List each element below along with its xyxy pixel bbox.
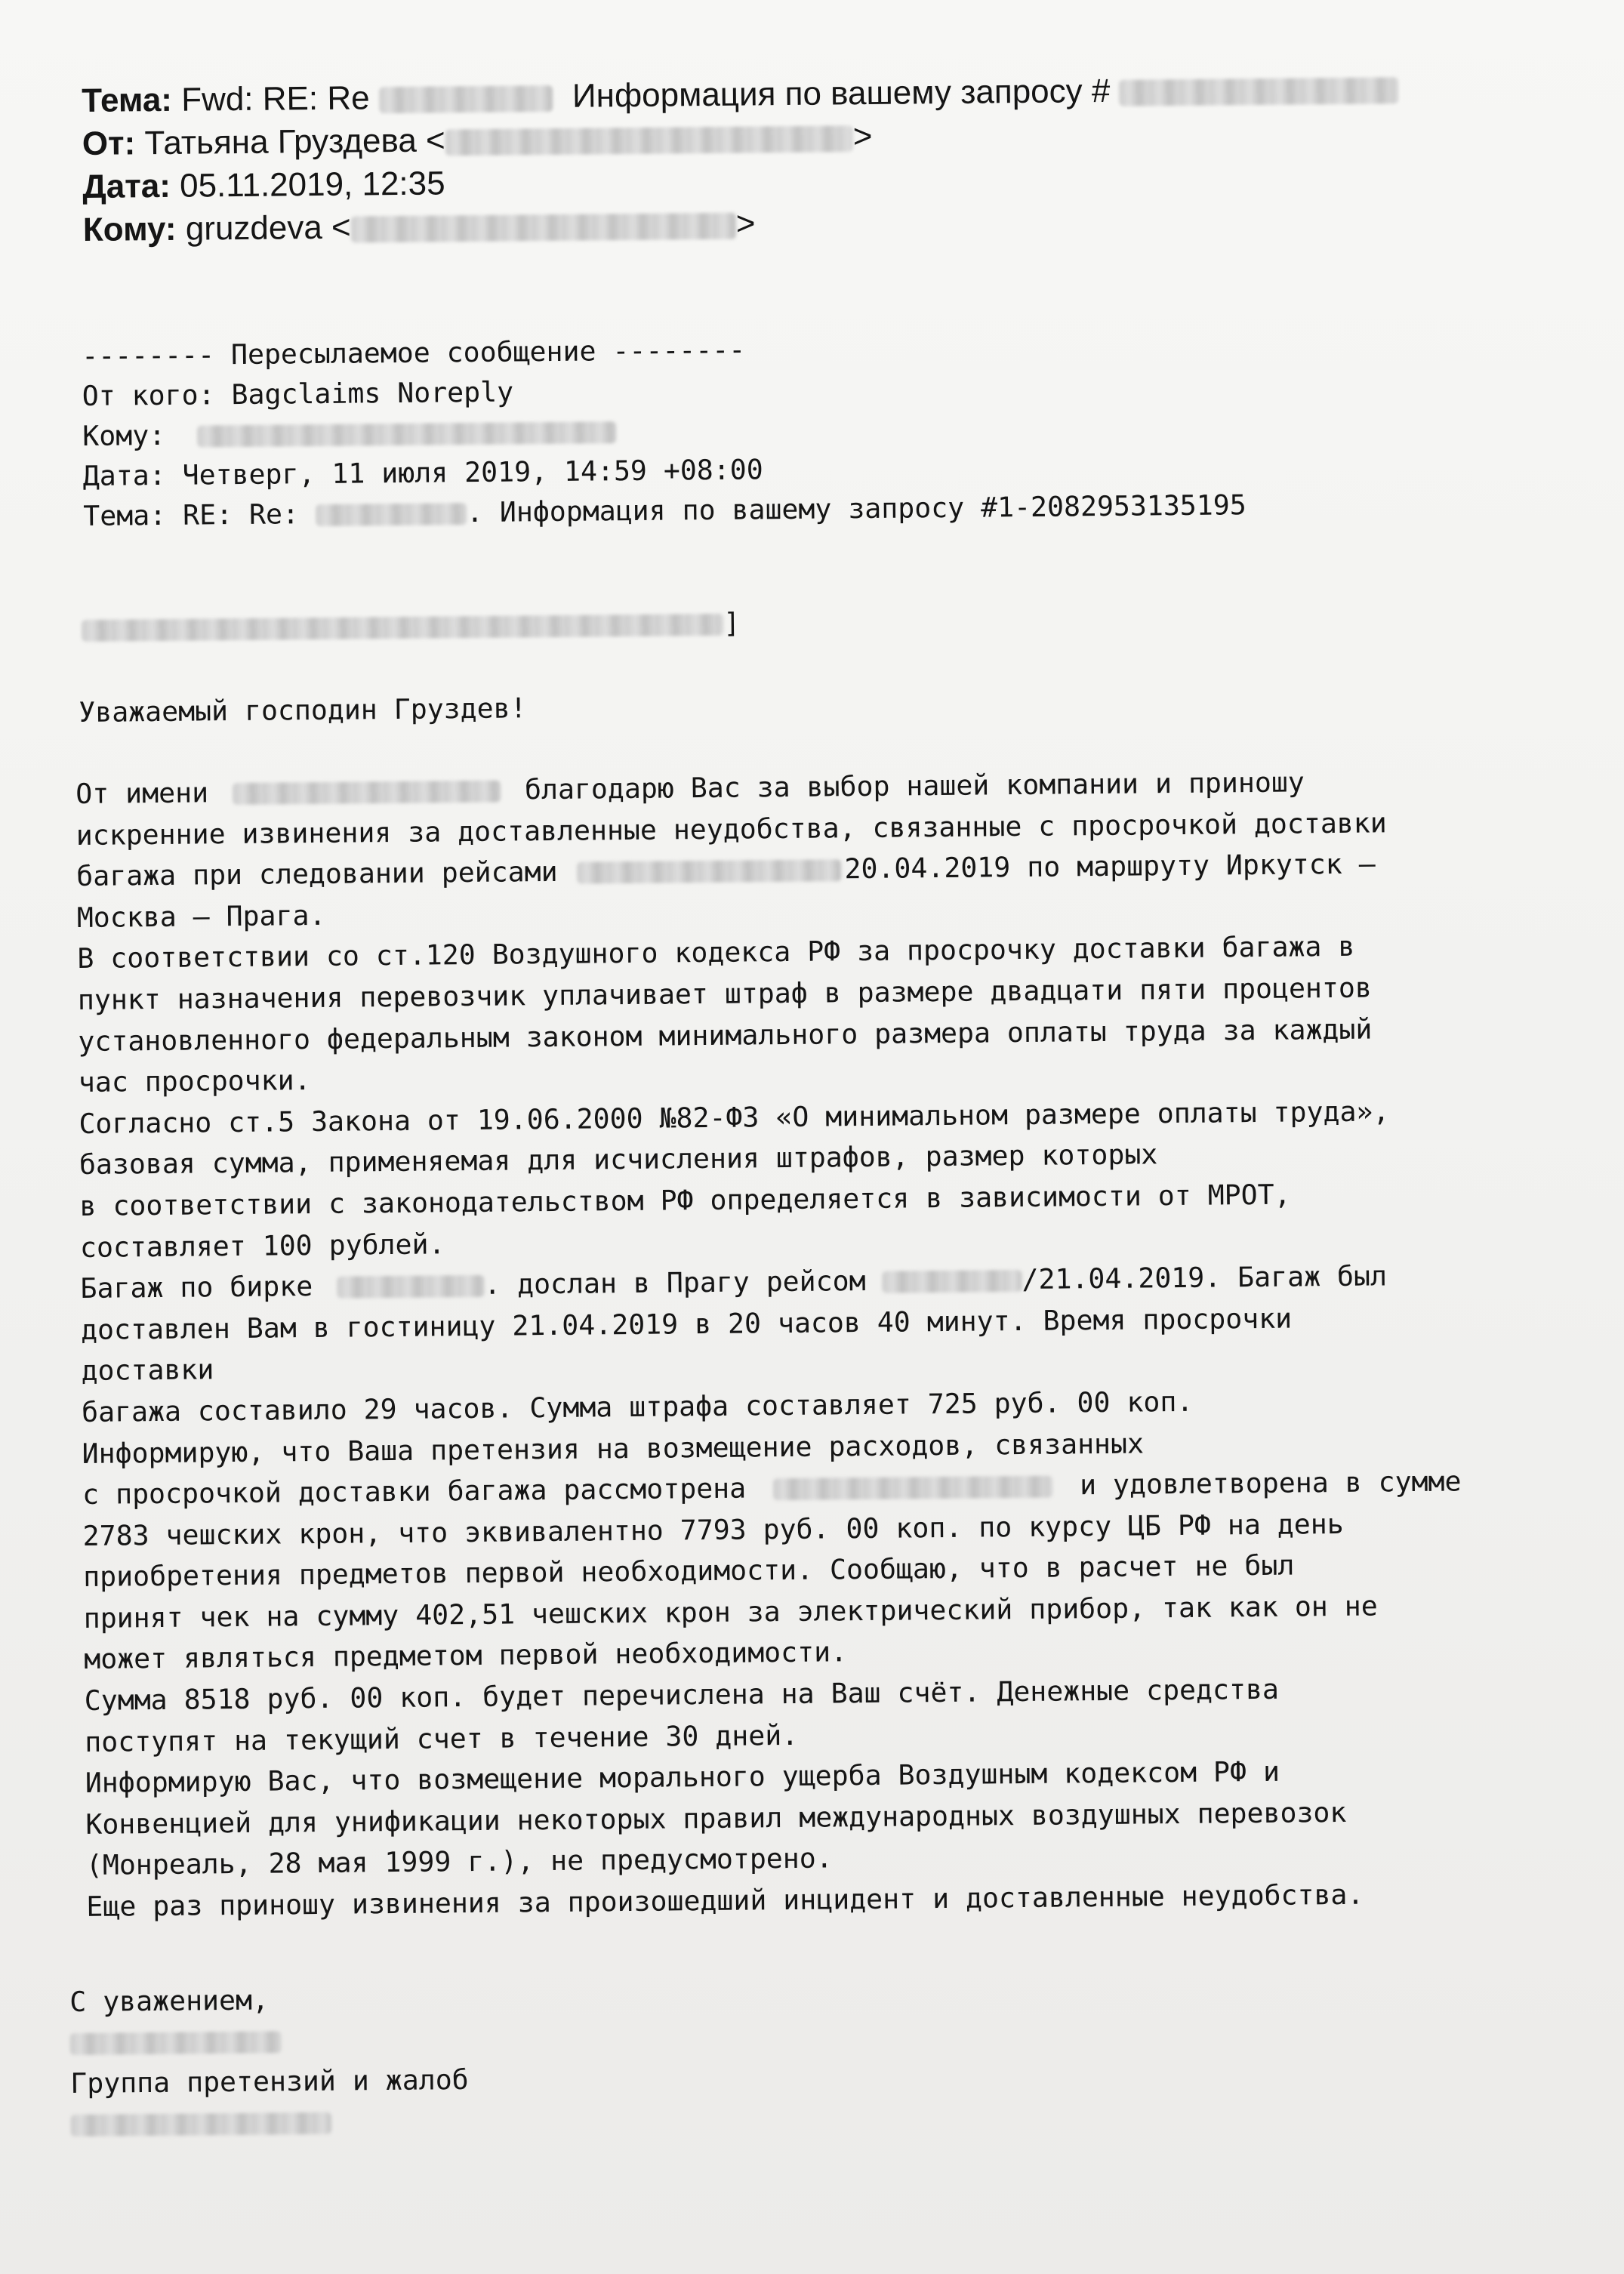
from-name: Татьяна Груздева < <box>144 122 445 162</box>
body-line: искренние извинения за доставленные неудобства, связанные с просрочкой доставки <box>75 806 1387 852</box>
redacted-block <box>773 1476 1052 1500</box>
redacted-block <box>351 213 736 242</box>
body-line: Согласно ст.5 Закона от 19.06.2000 №82-ФЗ «О минимальном размере оплаты труда», <box>79 1095 1390 1140</box>
letter-body <box>75 760 1589 1928</box>
signature-redacted-row <box>70 2019 469 2063</box>
redacted-block <box>337 1275 484 1298</box>
redacted-block <box>82 614 723 642</box>
redacted-block <box>1119 77 1398 106</box>
body-line: установленного федеральным законом минимального размера оплаты труда за каждый <box>78 1012 1373 1058</box>
to-name: gruzdeva < <box>185 208 351 248</box>
body-line: в соответствии с законодательством РФ определяется в зависимости от МРОТ, <box>79 1178 1291 1222</box>
date-label: Дата: <box>82 167 171 205</box>
forward-date: Дата: Четверг, 11 июля 2019, 14:59 +08:00 <box>82 453 763 492</box>
body-text: От имени <box>75 776 209 810</box>
redacted-block <box>379 85 553 113</box>
body-line: В соответствии со ст.120 Воздушного кодекса РФ за просрочку доставки багажа в <box>77 930 1355 975</box>
redacted-block <box>316 503 467 525</box>
from-label: От: <box>82 125 136 162</box>
redacted-line-close: ] <box>723 606 741 639</box>
body-text: и удовлетворена в сумме <box>1079 1465 1462 1502</box>
to-close: > <box>735 205 756 242</box>
forward-from: От кого: Bagclaims Noreply <box>82 375 514 412</box>
forward-subject-prefix: Тема: RE: Re: <box>83 498 300 532</box>
signature-redacted-row <box>71 2100 470 2145</box>
forward-subject-suffix: . Информация по вашему запросу #1-2082953135195 <box>466 488 1247 529</box>
forwarded-header <box>82 322 1518 536</box>
body-line: Информирую, что Ваша претензия на возмещение расходов, связанных <box>82 1426 1145 1470</box>
body-line: доставки <box>81 1353 214 1388</box>
body-text: 20.04.2019 по маршруту Иркутск – <box>844 847 1376 886</box>
body-line: базовая сумма, применяемая для исчисления штрафов, размер которых <box>79 1138 1158 1182</box>
redacted-block <box>233 781 501 805</box>
body-line: 2783 чешских крон, что эквивалентно 7793 руб. 00 коп. по курсу ЦБ РФ на день <box>82 1507 1344 1552</box>
body-text: с просрочкой доставки багажа рассмотрена <box>82 1471 747 1511</box>
email-header <box>82 66 1533 251</box>
body-text: . дослан в Прагу рейсом <box>483 1265 866 1301</box>
to-label: Кому: <box>82 210 177 248</box>
body-line: багажа составило 29 часов. Сумма штрафа составляет 725 руб. 00 коп. <box>81 1385 1194 1428</box>
body-line: поступят на текущий счет в течение 30 дней. <box>85 1718 799 1758</box>
from-close: > <box>852 117 873 156</box>
signature-group: Группа претензий и жалоб <box>70 2063 469 2100</box>
redacted-block <box>882 1270 1022 1293</box>
body-line: составляет 100 рублей. <box>79 1227 445 1264</box>
body-line: Информирую Вас, что возмещение морального ущерба Воздушным кодексом РФ и <box>85 1755 1280 1800</box>
body-line: пункт назначения перевозчик уплачивает штраф в размере двадцати пяти процентов <box>77 971 1373 1016</box>
body-line: Еще раз приношу извинения за произошедший инцидент и доставленные неудобства. <box>86 1878 1364 1923</box>
subject-prefix: Fwd: RE: Re <box>180 79 370 119</box>
redacted-block <box>197 421 616 447</box>
forward-to-label: Кому: <box>82 418 166 452</box>
signature-regards: С уважением, <box>69 1983 270 2018</box>
redacted-line <box>82 602 761 649</box>
subject-text: Информация по вашему запросу # <box>572 72 1111 115</box>
body-text: /21.04.2019. Багаж был <box>1022 1259 1388 1296</box>
date-value: 05.11.2019, 12:35 <box>179 165 445 205</box>
body-line: доставлен Вам в гостиницу 21.04.2019 в 20 часов 40 минут. Время просрочки <box>80 1302 1293 1346</box>
redacted-block <box>445 125 853 155</box>
body-line: может являться предметом первой необходимости. <box>84 1635 848 1676</box>
subject-label: Тема: <box>82 81 173 119</box>
redacted-block <box>71 2112 331 2137</box>
body-line: час просрочки. <box>78 1064 311 1099</box>
redacted-block <box>577 860 841 884</box>
redacted-block <box>70 2032 282 2055</box>
body-line: (Монреаль, 28 мая 1999 г.), не предусмотрено. <box>85 1841 833 1882</box>
forward-divider: -------- Пересылаемое сообщение -------- <box>82 333 746 372</box>
body-line: принят чек на сумму 402,51 чешских крон за электрический прибор, так как он не <box>83 1589 1378 1635</box>
body-text: Багаж по бирке <box>80 1270 313 1305</box>
body-text: благодарю Вас за выбор нашей компании и приношу <box>524 766 1305 806</box>
signature <box>69 1978 469 2145</box>
greeting: Уважаемый господин Груздев! <box>79 692 527 729</box>
body-line: Конвенцией для унификации некоторых правил международных воздушных перевозок <box>85 1795 1347 1841</box>
body-text: багажа при следовании рейсами <box>76 855 558 893</box>
body-line: приобретения предметов первой необходимости. Сообщаю, что в расчет не был <box>83 1548 1295 1594</box>
body-line: Сумма 8518 руб. 00 коп. будет перечислена на Ваш счёт. Денежные средства <box>84 1672 1280 1718</box>
body-line: Москва – Прага. <box>76 898 326 934</box>
